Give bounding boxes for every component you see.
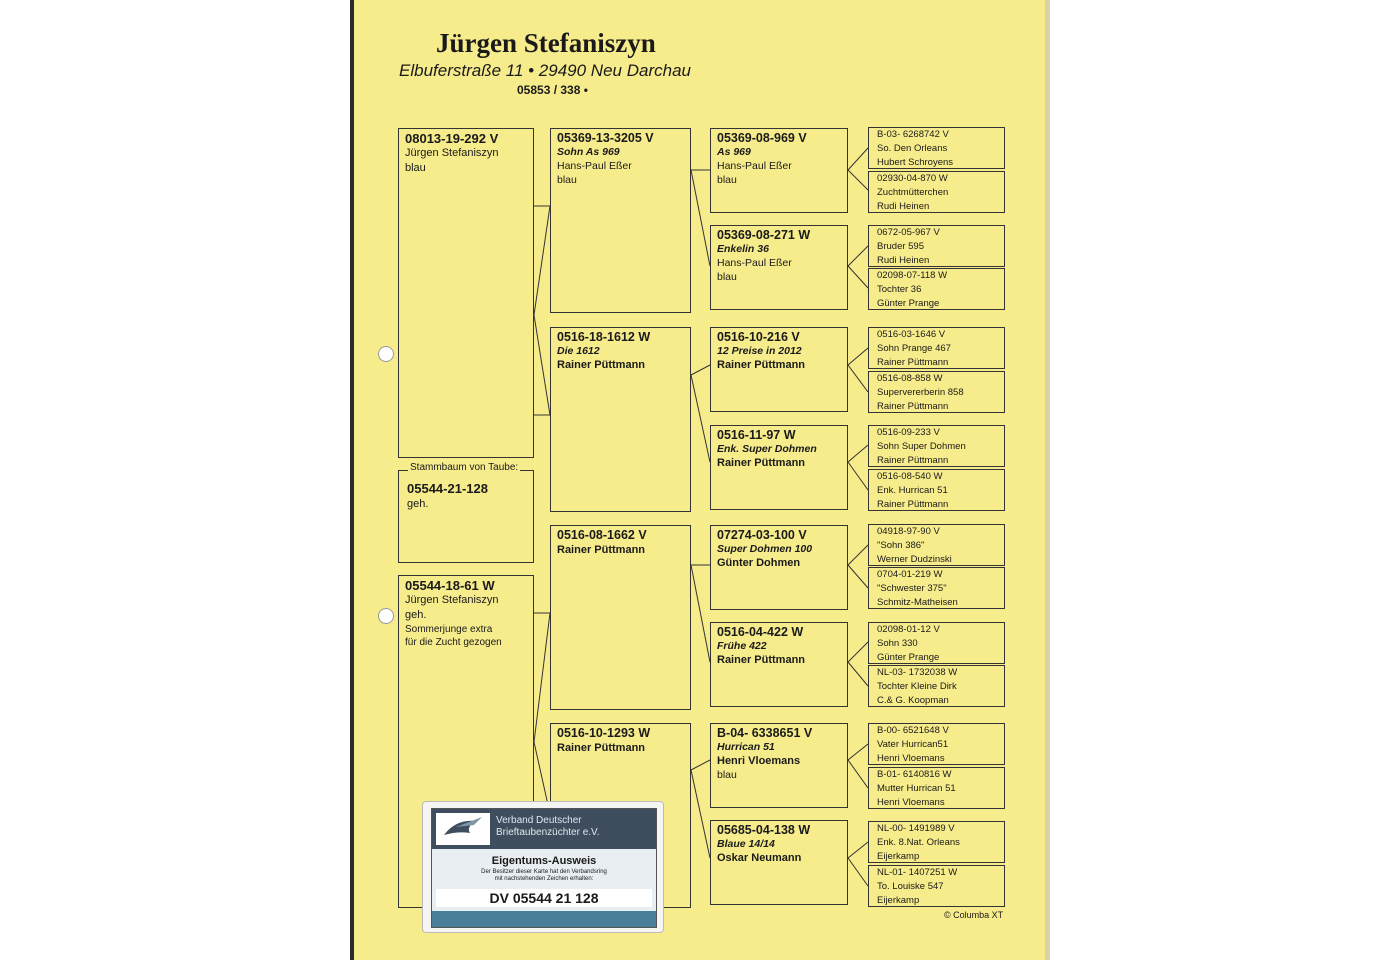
gen3-box [710, 820, 848, 905]
breeder-name: Rudi Heinen [877, 201, 930, 212]
ring-number: NL-00- 1491989 V [877, 823, 955, 834]
gen4-box [868, 425, 1005, 467]
owner-address: Elbuferstraße 11 • 29490 Neu Darchau [399, 61, 691, 80]
ring-number: B-00- 6521648 V [877, 725, 949, 736]
copyright-text: © Columba XT [944, 910, 1004, 920]
breeder-name: Eijerkamp [877, 851, 920, 862]
gen4-box [868, 665, 1005, 707]
pigeon-name: Zuchtmütterchen [877, 187, 949, 198]
pigeon-name: Hurrican 51 [717, 741, 775, 753]
gen4-box [868, 821, 1005, 863]
breeder-name: Hans-Paul Eßer [717, 257, 792, 269]
ring-number: 05369-08-271 W [717, 228, 811, 242]
gen3-box [710, 723, 848, 808]
pigeon-name: Sohn Super Dohmen [877, 441, 966, 452]
gen4-box [868, 865, 1005, 907]
breeder-name: Rainer Püttmann [877, 357, 949, 368]
gen2-box [550, 525, 691, 710]
gen3-box [710, 425, 848, 510]
pigeon-name: Enkelin 36 [717, 243, 769, 255]
gen3-box [710, 327, 848, 412]
breeder-name: Rudi Heinen [877, 255, 930, 266]
breeder-name: Rainer Püttmann [717, 457, 806, 469]
gen4-box [868, 268, 1005, 310]
breeder-name: Rainer Püttmann [877, 401, 949, 412]
color-text: blau [557, 174, 577, 186]
color-text: blau [717, 174, 737, 186]
ownership-card [422, 801, 664, 933]
breeder-name: Rainer Püttmann [877, 455, 949, 466]
gen4-box [868, 469, 1005, 511]
gen4-box [868, 171, 1005, 213]
pigeon-name: Sohn Prange 467 [877, 343, 951, 354]
pigeon-name: So. Den Orleans [877, 143, 948, 154]
ring-number: 0704-01-219 W [877, 569, 943, 580]
pigeon-name: Blaue 14/14 [717, 838, 775, 850]
ring-number: 02098-01-12 V [877, 624, 940, 635]
breeder-name: Rainer Püttmann [557, 359, 646, 371]
ring-number: 08013-19-292 V [405, 131, 499, 146]
gen4-box [868, 767, 1005, 809]
ring-number: 05369-08-969 V [717, 131, 807, 145]
ring-number: 05685-04-138 W [717, 823, 811, 837]
breeder-name: Schmitz-Matheisen [877, 597, 958, 608]
breeder-name: Hans-Paul Eßer [557, 160, 632, 172]
pigeon-name: 12 Preise in 2012 [717, 345, 802, 357]
ring-number: 0516-08-1662 V [557, 528, 647, 542]
pigeon-name: Tochter 36 [877, 284, 922, 295]
ring-number: 0516-04-422 W [717, 625, 804, 639]
ring-number: NL-03- 1732038 W [877, 667, 958, 678]
card-org-line: Brieftaubenzüchter e.V. [496, 827, 600, 838]
ring-number: 0672-05-967 V [877, 227, 940, 238]
stammbaum-sex: geh. [407, 498, 429, 510]
gen4-box [868, 567, 1005, 609]
ring-number: 0516-03-1646 V [877, 329, 946, 340]
pedigree-father-box [398, 128, 534, 458]
breeder-name: Eijerkamp [877, 895, 920, 906]
gen3-box [710, 525, 848, 610]
stammbaum-ring: 05544-21-128 [407, 481, 488, 496]
breeder-name: Henri Vloemans [877, 753, 945, 764]
pigeon-name: Supervererberin 858 [877, 387, 964, 398]
gen4-box [868, 127, 1005, 169]
breeder-name: Jürgen Stefaniszyn [405, 147, 499, 159]
breeder-name: Hubert Schroyens [877, 157, 954, 168]
ring-number: 0516-10-216 V [717, 330, 800, 344]
ring-number: 0516-08-858 W [877, 373, 943, 384]
pigeon-name: Sohn 330 [877, 638, 918, 649]
gen4-box [868, 371, 1005, 413]
card-fineprint: Der Besitzer dieser Karte hat den Verbandsring [481, 869, 607, 875]
gen3-box [710, 225, 848, 310]
gen3-box [710, 622, 848, 707]
pigeon-name: Enk. Hurrican 51 [877, 485, 948, 496]
owner-name: Jürgen Stefaniszyn [436, 28, 656, 58]
breeder-name: Jürgen Stefaniszyn [405, 594, 499, 606]
card-title: Eigentums-Ausweis [491, 855, 597, 867]
color-text: blau [717, 271, 737, 283]
ring-number: 0516-11-97 W [717, 428, 796, 442]
pigeon-name: Frühe 422 [717, 640, 767, 652]
pigeon-name: Super Dohmen 100 [717, 543, 813, 555]
breeder-name: Rainer Püttmann [557, 742, 646, 754]
ring-number: 02930-04-870 W [877, 173, 948, 184]
pigeon-name: Tochter Kleine Dirk [877, 681, 957, 692]
gen4-box [868, 723, 1005, 765]
owner-phone: 05853 / 338 • [517, 83, 588, 97]
gen4-box [868, 327, 1005, 369]
ring-number: 0516-08-540 W [877, 471, 943, 482]
breeder-name: Hans-Paul Eßer [717, 160, 792, 172]
gen2-box [550, 128, 691, 313]
gen2-box [550, 327, 691, 512]
breeder-name: Rainer Püttmann [717, 359, 806, 371]
pigeon-name: Enk. 8.Nat. Orleans [877, 837, 960, 848]
gen3-box [710, 128, 848, 213]
card-header [432, 809, 656, 849]
note-text: für die Zucht gezogen [405, 637, 502, 648]
breeder-name: Rainer Püttmann [717, 654, 806, 666]
breeder-name: Günter Dohmen [717, 557, 801, 569]
pigeon-name: Sohn As 969 [557, 146, 620, 158]
ring-number: 05369-13-3205 V [557, 131, 654, 145]
card-ring-number: DV 05544 21 128 [436, 889, 652, 907]
pigeon-name: "Sohn 386" [877, 540, 925, 551]
breeder-name: Oskar Neumann [717, 852, 802, 864]
ring-number: 07274-03-100 V [717, 528, 807, 542]
breeder-name: Henri Vloemans [717, 755, 801, 767]
breeder-name: C.& G. Koopman [877, 695, 949, 706]
ring-number: NL-01- 1407251 W [877, 867, 958, 878]
stammbaum-label: Stammbaum von Taube: [410, 462, 519, 473]
color-text: blau [717, 769, 737, 781]
card-org-line: Verband Deutscher [496, 815, 582, 826]
note-text: Sommerjunge extra [405, 624, 493, 635]
pigeon-name: As 969 [717, 146, 751, 158]
pigeon-name: "Schwester 375" [877, 583, 947, 594]
color-text: blau [405, 162, 426, 174]
color-text: geh. [405, 609, 427, 621]
pigeon-logo-icon [436, 813, 490, 845]
card-inner [431, 808, 657, 928]
ring-number: 0516-09-233 V [877, 427, 940, 438]
gen4-box [868, 225, 1005, 267]
breeder-name: Günter Prange [877, 298, 940, 309]
ring-number: 04918-97-90 V [877, 526, 940, 537]
ring-number: 0516-18-1612 W [557, 330, 651, 344]
breeder-name: Rainer Püttmann [557, 544, 646, 556]
breeder-name: Günter Prange [877, 652, 940, 663]
pigeon-name: Mutter Hurrican 51 [877, 783, 956, 794]
pigeon-name: Enk. Super Dohmen [717, 443, 817, 455]
pigeon-name: Die 1612 [557, 345, 600, 357]
ring-number: B-04- 6338651 V [717, 726, 813, 740]
pigeon-name: Vater Hurrican51 [877, 739, 949, 750]
gen4-box [868, 524, 1005, 566]
gen4-box [868, 622, 1005, 664]
ring-number: 05544-18-61 W [405, 578, 495, 593]
breeder-name: Werner Dudzinski [877, 554, 952, 565]
card-fineprint: mit nachstehenden Zeichen erhalten: [494, 876, 594, 882]
card-pattern-band [432, 911, 656, 927]
pigeon-name: To. Louiske 547 [877, 881, 944, 892]
breeder-name: Rainer Püttmann [877, 499, 949, 510]
ring-number: B-01- 6140816 W [877, 769, 952, 780]
ring-number: B-03- 6268742 V [877, 129, 949, 140]
pigeon-name: Bruder 595 [877, 241, 925, 252]
ring-number: 0516-10-1293 W [557, 726, 651, 740]
ring-number: 02098-07-118 W [877, 270, 948, 281]
sheet-edge [1045, 0, 1050, 960]
breeder-name: Henri Vloemans [877, 797, 945, 808]
